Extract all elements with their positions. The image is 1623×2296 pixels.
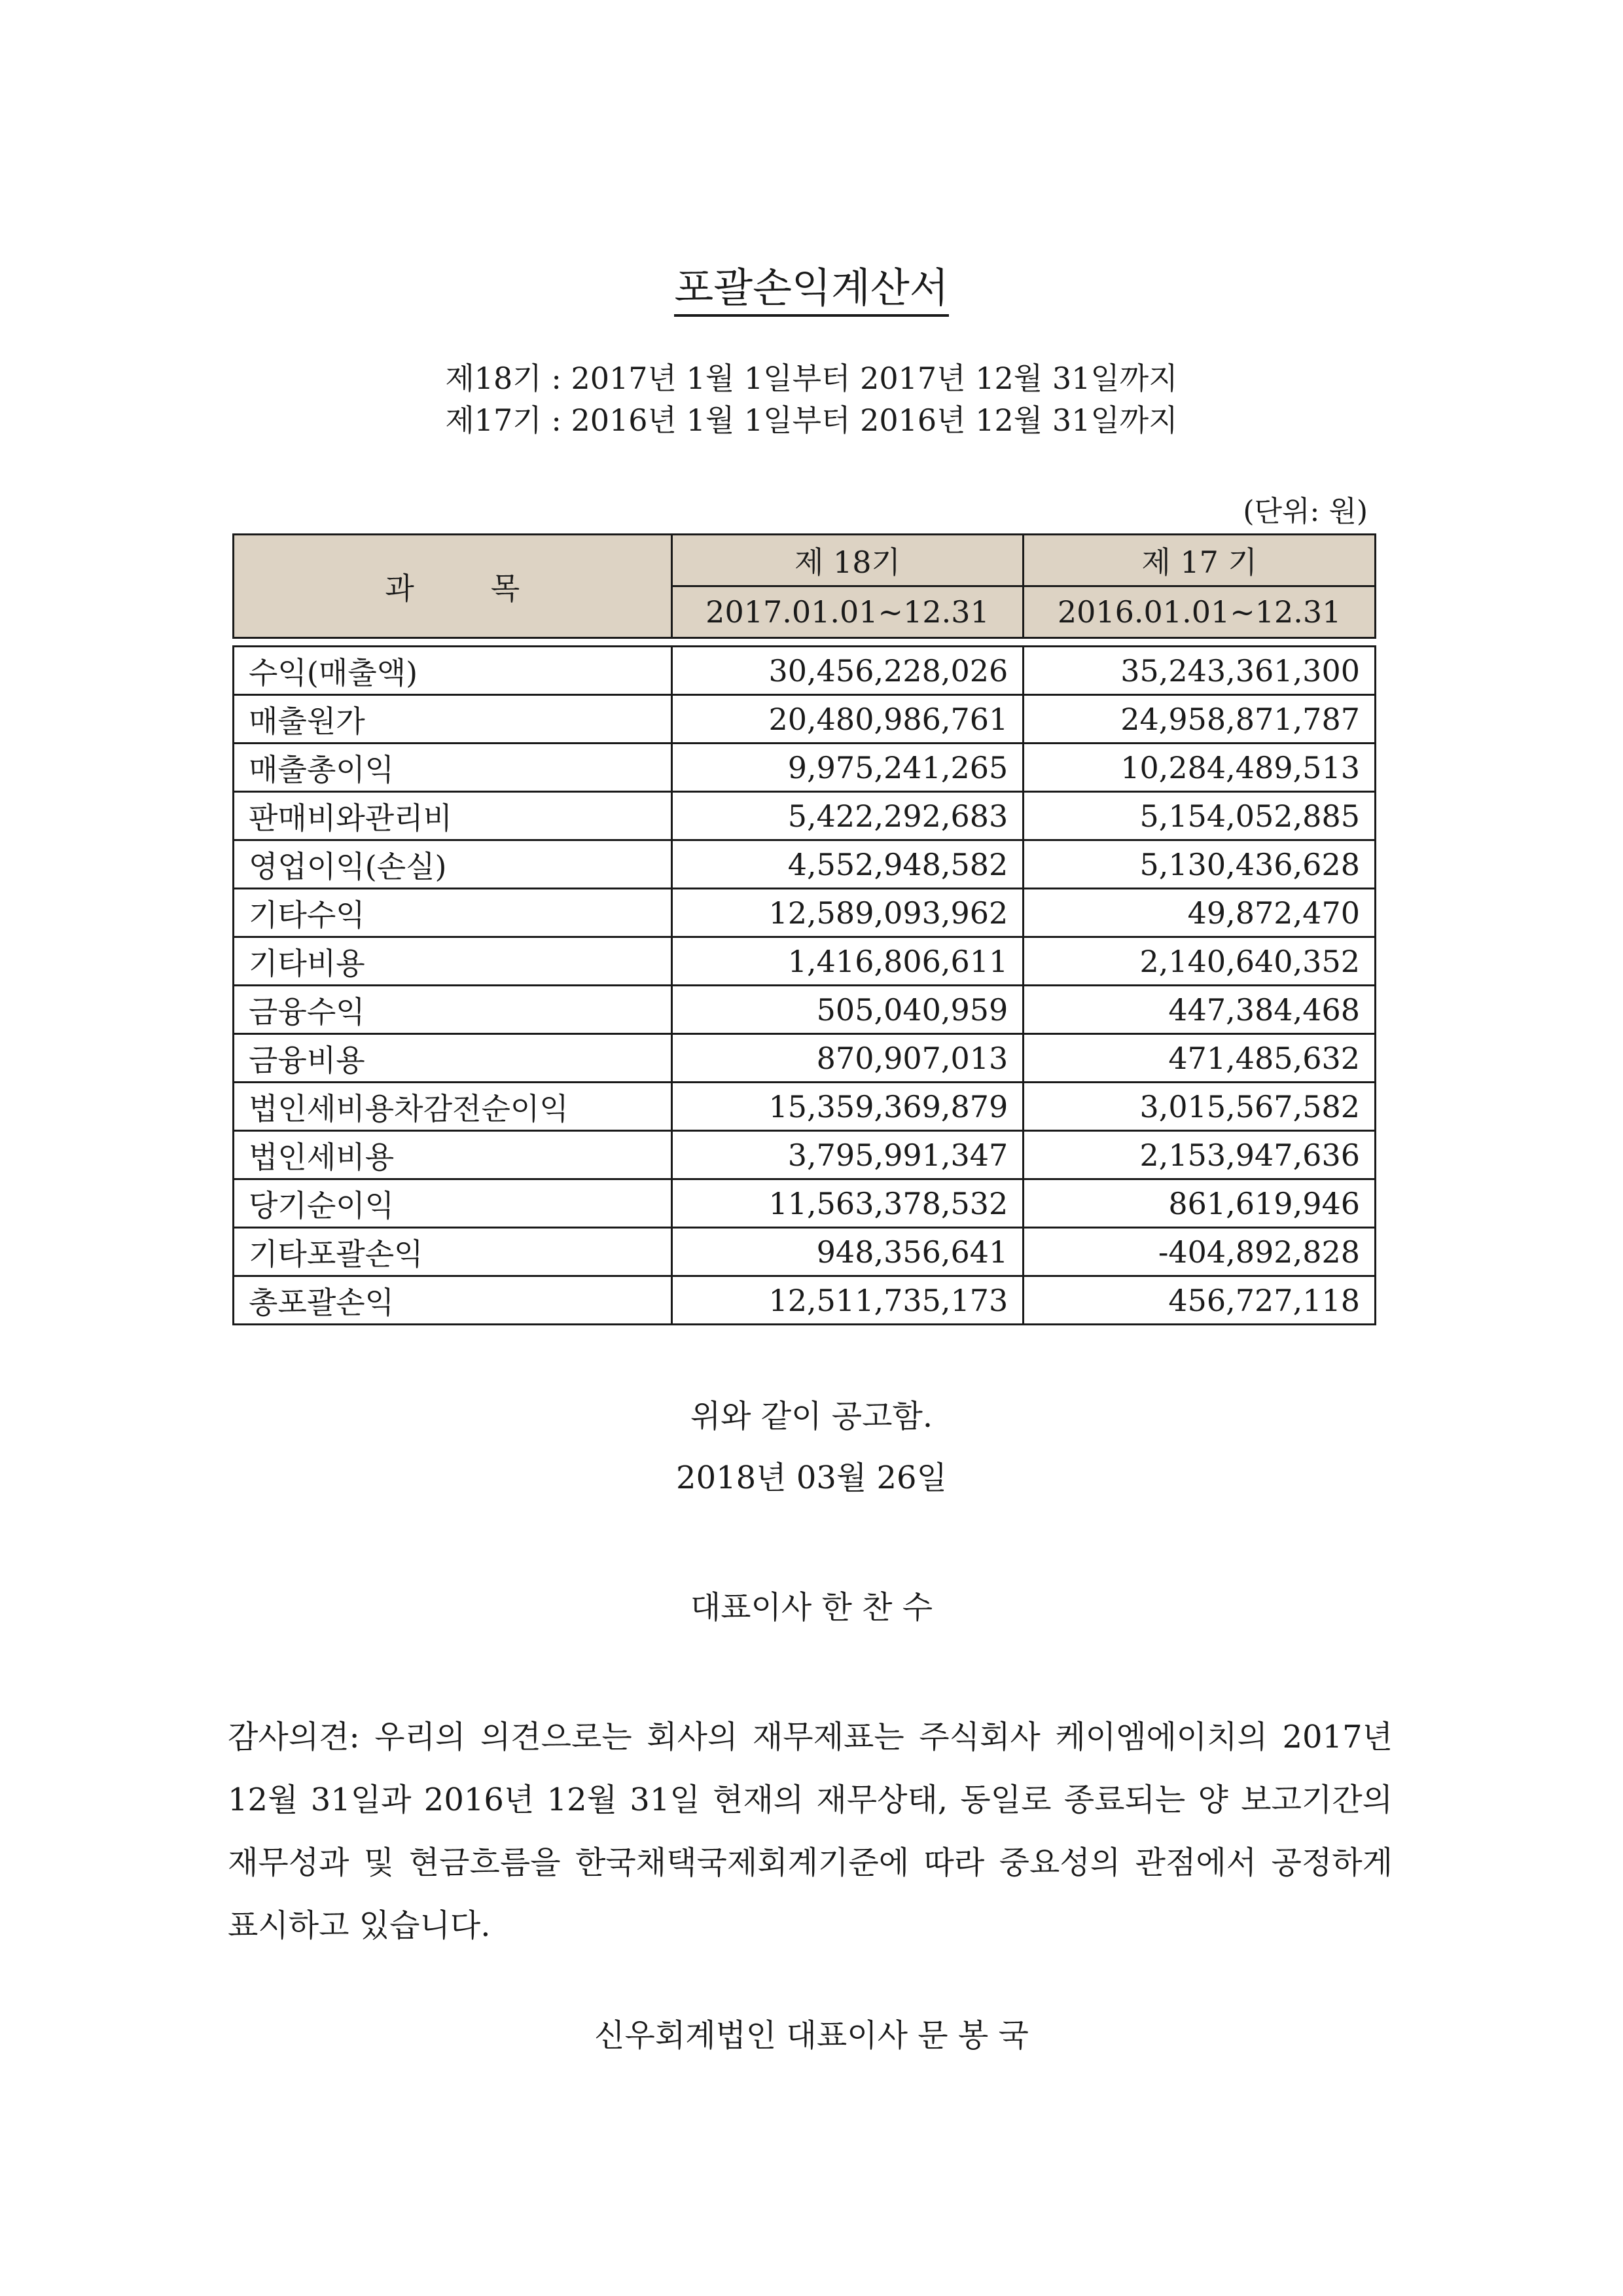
row-value-2016: -404,892,828 xyxy=(1024,1228,1376,1276)
row-value-2017: 870,907,013 xyxy=(671,1034,1024,1083)
row-value-2017: 505,040,959 xyxy=(671,986,1024,1034)
income-statement-table xyxy=(232,533,1376,1325)
table-row xyxy=(234,1131,1376,1179)
row-label: 매출총이익 xyxy=(234,744,672,792)
table-row xyxy=(234,647,1376,695)
table-row xyxy=(234,1034,1376,1083)
notice-text: 위와 같이 공고함. xyxy=(690,1398,933,1435)
audit-opinion: 감사의견: 우리의 의견으로는 회사의 재무제표는 주식회사 케이엠에이치의 2017년 12월 31일과 2016년 12월 31일 현재의 재무상태, 동일로 종료되는 양 보고기간의 재무성과 및 현금흐름을 한국채택국제회계기준에 따라 중요성의 관점에서 공정하게 표시하고 있습니다. xyxy=(228,1719,1393,1944)
header-date-range-2017: 2017.01.01~12.31 xyxy=(671,586,1024,638)
row-label: 금융수익 xyxy=(234,986,672,1034)
table-row xyxy=(234,986,1376,1034)
row-label: 법인세비용차감전순이익 xyxy=(234,1083,672,1131)
row-value-2016: 3,015,567,582 xyxy=(1024,1083,1376,1131)
row-value-2016: 471,485,632 xyxy=(1024,1034,1376,1083)
row-value-2017: 4,552,948,582 xyxy=(671,840,1024,889)
row-value-2017: 11,563,378,532 xyxy=(671,1179,1024,1228)
table-row xyxy=(234,1276,1376,1325)
row-value-2017: 12,589,093,962 xyxy=(671,889,1024,937)
notice-date: 2018년 03월 26일 xyxy=(676,1460,947,1496)
row-label: 매출원가 xyxy=(234,695,672,744)
table-row xyxy=(234,1083,1376,1131)
row-value-2017: 1,416,806,611 xyxy=(671,937,1024,986)
header-date-range-2016: 2016.01.01~12.31 xyxy=(1024,586,1376,638)
row-value-2016: 861,619,946 xyxy=(1024,1179,1376,1228)
row-label: 판매비와관리비 xyxy=(234,792,672,840)
row-value-2016: 5,154,052,885 xyxy=(1024,792,1376,840)
row-value-2016: 5,130,436,628 xyxy=(1024,840,1376,889)
document-title: 포괄손익계산서 xyxy=(0,262,1623,314)
row-value-2017: 30,456,228,026 xyxy=(671,647,1024,695)
table-row xyxy=(234,937,1376,986)
row-label: 금융비용 xyxy=(234,1034,672,1083)
unit-label: (단위: 원) xyxy=(1243,495,1368,528)
header-subject: 과 목 xyxy=(234,535,672,638)
period-line-17: 제17기 : 2016년 1월 1일부터 2016년 12월 31일까지 xyxy=(445,403,1178,438)
row-label: 기타포괄손익 xyxy=(234,1228,672,1276)
row-value-2017: 5,422,292,683 xyxy=(671,792,1024,840)
period-line-18: 제18기 : 2017년 1월 1일부터 2017년 12월 31일까지 xyxy=(445,361,1178,396)
table-row xyxy=(234,1179,1376,1228)
header-gap xyxy=(234,638,1376,647)
table-row xyxy=(234,1228,1376,1276)
row-value-2016: 24,958,871,787 xyxy=(1024,695,1376,744)
row-value-2017: 3,795,991,347 xyxy=(671,1131,1024,1179)
table-row xyxy=(234,744,1376,792)
row-value-2017: 15,359,369,879 xyxy=(671,1083,1024,1131)
row-value-2016: 10,284,489,513 xyxy=(1024,744,1376,792)
table-body xyxy=(234,647,1376,1325)
header-period-17: 제 17 기 xyxy=(1024,535,1376,586)
row-value-2016: 2,140,640,352 xyxy=(1024,937,1376,986)
row-label: 기타비용 xyxy=(234,937,672,986)
row-value-2017: 948,356,641 xyxy=(671,1228,1024,1276)
row-value-2016: 49,872,470 xyxy=(1024,889,1376,937)
header-period-18: 제 18기 xyxy=(671,535,1024,586)
table-row xyxy=(234,840,1376,889)
row-value-2016: 2,153,947,636 xyxy=(1024,1131,1376,1179)
row-label: 법인세비용 xyxy=(234,1131,672,1179)
table-row xyxy=(234,792,1376,840)
row-label: 영업이익(손실) xyxy=(234,840,672,889)
row-label: 총포괄손익 xyxy=(234,1276,672,1325)
row-value-2017: 9,975,241,265 xyxy=(671,744,1024,792)
row-value-2017: 20,480,986,761 xyxy=(671,695,1024,744)
row-value-2017: 12,511,735,173 xyxy=(671,1276,1024,1325)
table-row xyxy=(234,695,1376,744)
row-value-2016: 447,384,468 xyxy=(1024,986,1376,1034)
row-value-2016: 35,243,361,300 xyxy=(1024,647,1376,695)
auditor-signature: 신우회계법인 대표이사 문 봉 국 xyxy=(594,2017,1029,2054)
row-label: 당기순이익 xyxy=(234,1179,672,1228)
row-value-2016: 456,727,118 xyxy=(1024,1276,1376,1325)
row-label: 수익(매출액) xyxy=(234,647,672,695)
table-row xyxy=(234,889,1376,937)
ceo-name: 대표이사 한 찬 수 xyxy=(690,1589,933,1626)
row-label: 기타수익 xyxy=(234,889,672,937)
